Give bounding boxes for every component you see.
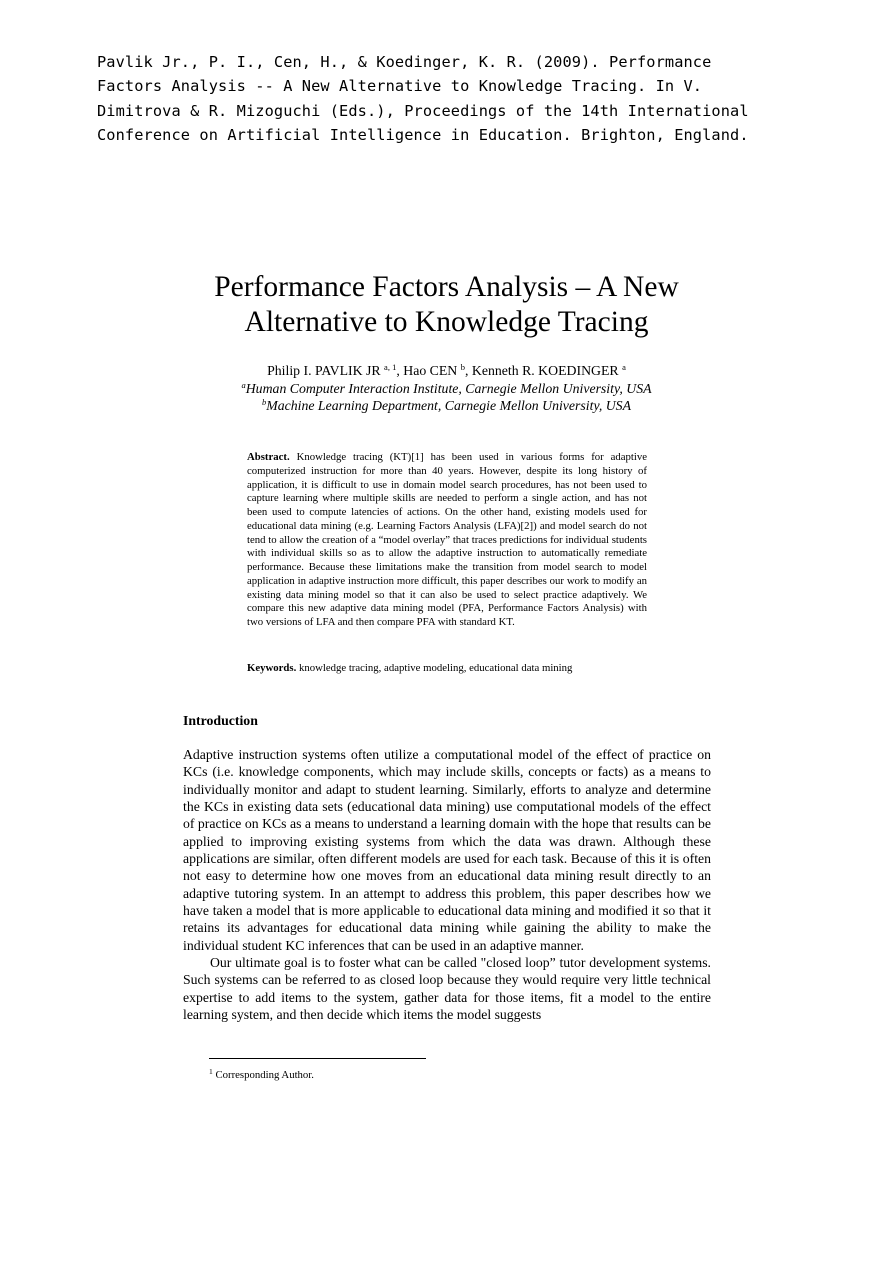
keywords-label: Keywords. — [247, 662, 297, 674]
footnote-mark: 1 — [209, 1067, 213, 1076]
footnote — [209, 1068, 314, 1082]
paper-title — [150, 270, 743, 340]
body-paragraph: Adaptive instruction systems often utilize a computational model of the effect of practice on KCs (i.e. knowledge components, which may include skills, concepts or facts) as a means to individually monitor and adapt to student learning. Similarly, efforts to analyze and determine the KCs in existing data sets (educational data mining) use computational models of the effect of practice on KCs as a means to understand a learning domain with the hope that results can be applied to improving existing systems from which the data was drawn. Although these applications are similar, often different models are used for each task. Because of this it is often not easy to determine how one moves from an educational data mining result directly to an adaptive tutoring system. In an attempt to address this problem, this paper describes how we have taken a model that is more applicable to educational data mining and modified it so that it retains its advantages for educational data mining while gaining the ability to make the individual student KC inferences that can be used in an adaptive manner. — [183, 747, 711, 953]
keywords-text: knowledge tracing, adaptive modeling, educational data mining — [298, 662, 573, 674]
paper-title-line: Alternative to Knowledge Tracing — [244, 306, 649, 338]
citation-line: Conference on Artificial Intelligence in Education. Brighton, England. — [97, 125, 749, 144]
keywords — [247, 662, 667, 676]
abstract-text: Knowledge tracing (KT)[1] has been used in various forms for adaptive computerized instruction for more than 40 years. However, despite its long history of application, it is difficult to use in domain model search procedures, has not been used to capture learning where multiple skills are needed to perform a single action, and has not been used to compute latencies of actions. On the other hand, existing models used for educational data mining (e.g. Learning Factors Analysis (LFA)[2]) and model search do not tend to allow the creation of a “model overlay” that traces predictions for individual students with individual skills so as to allow the adaptive instruction to automatically remediate performance. Because these limitations make the transition from model search to model application in adaptive instruction more difficult, this paper describes our work to modify an existing data mining model so that it can also be used to select practice adaptively. We compare this new adaptive data mining model (PFA, Performance Factors Analysis) with two versions of LFA and then compare PFA with standard KT. — [247, 451, 648, 628]
author-name: Hao CEN — [403, 363, 458, 378]
author-name: Philip I. PAVLIK JR — [267, 363, 381, 378]
author-affiliation-mark: a — [622, 362, 626, 372]
citation-line: Dimitrova & R. Mizoguchi (Eds.), Proceedings of the 14th International — [97, 101, 749, 120]
affiliation-b — [150, 397, 743, 415]
introduction-body — [183, 746, 711, 1024]
author-block — [150, 362, 743, 415]
affiliation-mark: a — [241, 379, 246, 390]
author-affiliation-mark: a, 1 — [384, 362, 397, 372]
body-paragraph: Our ultimate goal is to foster what can be called "closed loop” tutor development systems. Such systems can be referred to as closed loop because they would require very little technical expertise to add items to the system, gather data for those items, fit a model to the entire learning system, and then decide which items the model suggests — [183, 955, 711, 1023]
affiliation-mark: b — [261, 397, 267, 407]
paper-title-line: Performance Factors Analysis – A New — [214, 271, 679, 303]
affiliation-text: Machine Learning Department, Carnegie Mellon University, USA — [266, 398, 632, 413]
citation-line: Factors Analysis -- A New Alternative to Knowledge Tracing. In V. — [97, 77, 703, 96]
section-heading: Introduction — [183, 713, 258, 728]
affiliation-a — [150, 380, 743, 398]
author-affiliation-mark: b — [460, 362, 465, 372]
affiliation-text: Human Computer Interaction Institute, Carnegie Mellon University, USA — [245, 380, 652, 396]
footnote-divider — [209, 1058, 426, 1059]
abstract — [247, 451, 647, 630]
citation-block — [97, 50, 867, 147]
citation-line: Pavlik Jr., P. I., Cen, H., & Koedinger, K. R. (2009). Performance — [97, 53, 712, 71]
footnote-text: Corresponding Author. — [215, 1069, 314, 1081]
author-list: Philip I. PAVLIK JR $^{a, 1}$, Hao CEN $^b$, Kenneth R. KOEDINGER $^a$ — [267, 362, 626, 378]
abstract-label: Abstract. — [247, 451, 290, 463]
author-name: Kenneth R. KOEDINGER — [471, 363, 619, 378]
